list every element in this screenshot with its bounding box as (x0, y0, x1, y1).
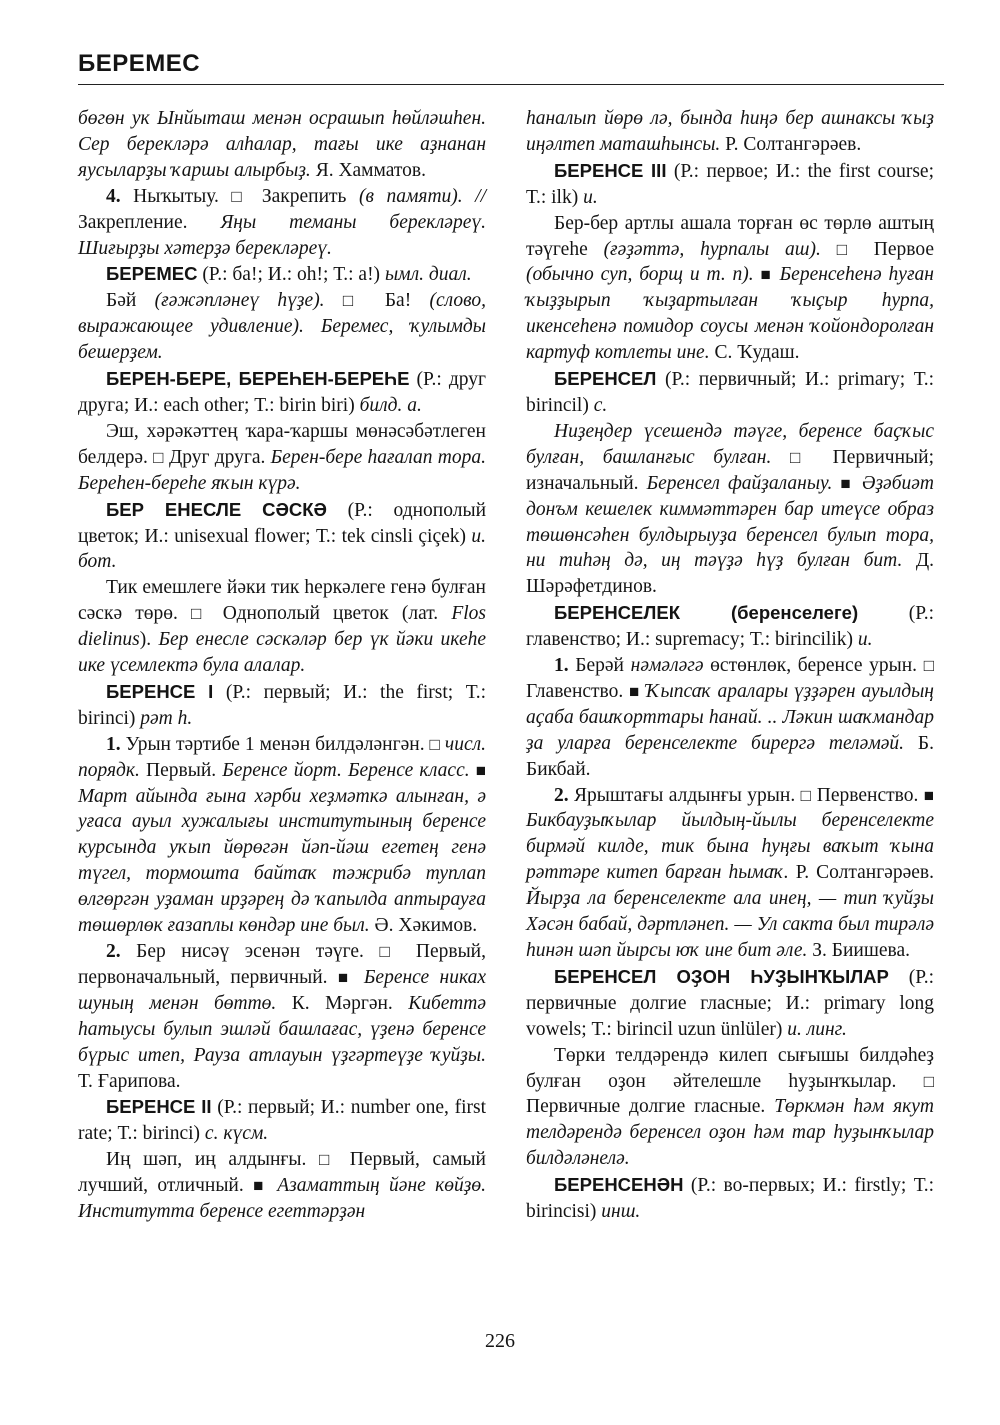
entry-beremes: БЕРЕМЕС (Р.: ба!; И.: oh!; Т.: a!) ымл. диал. (106, 263, 472, 286)
entry-beren-bere: БЕРЕН-БЕРЕ, БЕРЕҺЕН-БЕРЕҺЕ (Р.: друг друга; И.: each other; Т.: birin biri) билд. а. (78, 368, 486, 416)
entry-berenselek-sense-2: 2. Ярыштағы алдынғы урын. □ Первенство. ■ Бикбауҙыҡылар йылдың-йылы беренселекте бирмәй килде, тик бына һуңғы ваҡыт ҡына рәттәре китеп барған һымаҡ. Р. Солтангәрәев. Йырҙа ла беренселекте ала инең, — тип ҡуйҙы Хәсән бабай, дәртләнеп. — Ул сакта был тирәлә һинән шәп йырсы юҡ ине бит әле. З. Биишева. (526, 784, 935, 961)
headword: БЕРЕН-БЕРЕ, БЕРЕҺЕН-БЕРЕҺЕ (106, 368, 410, 390)
headword: БЕРЕНСЕЛ (554, 368, 657, 390)
entry-ber-enesle-seske-def: Тик емешлеге йәки тик һеркәлеге генә булған сәскә төрө. □ Однополый цветок (лат. Flos dielinus). Бер енесле сәскәләр бер үк йәки икеһе ике үсемлектә була алалар. (78, 577, 487, 677)
entry-berensel: БЕРЕНСЕЛ (Р.: первичный; И.: primary; Т.: birincil) с. (526, 368, 934, 416)
entry-berensenen: БЕРЕНСЕНӘН (Р.: во-первых; И.: firstly; Т.: birincisi) инш. (526, 1174, 934, 1223)
headword: БЕРЕНСЕНӘН (554, 1174, 684, 1196)
left-column (78, 106, 486, 1225)
entry-berensel-ozon-def: Төрки телдәрендә килеп сығышы билдәһеҙ булған оҙон әйтелешле һуҙынҡылар. □ Первичные долгие гласные. Төркмән һәм якут телдәрендә беренсел оҙон һәм тар һуҙынҡылар билдәләнелә. (526, 1044, 935, 1170)
headword: БЕРЕНСЕ I (106, 680, 214, 702)
entry-berense-1-sense-2: 2. Бер нисәү эсенән тәүге. □ Первый, первоначальный, первичный. ■ Беренсе никах шуның менән бөттө. К. Мәргән. Кибеттә һатыусы булып эшләй башлағас, үҙенә беренсе бүрыс итеп, Рауза атлауын үҙгәртеүҙе ҡуйҙы. Т. Ғарипова. (78, 941, 486, 1092)
entry-berenselek: БЕРЕНСЕЛЕК (беренселеге) (Р.: главенство; И.: supremacy; Т.: birincilik) и. (526, 602, 934, 651)
entry-continuation: бөгөн ук Ынйыташ менән осрашып һөйләшһен. Сер берекләрә алһалар, тағы ике аҙнанан яусыларҙы ҡаршы алырбыҙ. Я. Хамматов. (78, 108, 486, 181)
entry-berense-2-def: Иң шәп, иң алдынғы. □ Первый, самый лучший, отличный. ■ Азаматтың йәне көйҙө. Институтта беренсе егеттәрҙән (78, 1149, 486, 1223)
entry-berenselek-sense-1: 1. Берәй нәмәләгә өстөнлөк, беренсе урын. □ Главенство. ■ Ҡыпсаҡ аралары үҙҙәрен ауылдың аҫаба башҡорттары һанай. .. Ләкин шаҡмандар ҙа уларға беренселекте бирергә теләмәй. Б. Бикбай. (526, 655, 935, 780)
entry-beren-bere-def: Эш, хәрәкәттең ҡара-ҡаршы мөнәсәбәтлеген белдерә. □ Друг друга. Берен-бере һағалап тора. Береһен-береһе яҡын күрә. (78, 420, 486, 494)
entry-berense-2: БЕРЕНСЕ II (Р.: первый; И.: number one, first rate; Т.: birinci) с. күсм. (78, 1096, 486, 1145)
entry-ber-enesle-seske: БЕР ЕНЕСЛЕ СӘСКӘ (Р.: однополый цветок; И.: unisexual flower; Т.: tek cinsli çiçek) и. бот. (78, 498, 487, 573)
entry-berensel-ozon: БЕРЕНСЕЛ ОҘОН ҺУҘЫНҠЫЛАР (Р.: первичные долгие гласные; И.: primary long vowels; Т.: birincil uzun ünlüler) и. линг. (526, 965, 934, 1040)
entry-berense-3-def: Бер-бер артлы ашала торған өс төрлө аштың тәүгеһе (ғәҙәттә, һурпалы аш). □ Первое (обычно суп, борщ и т. п). ■ Беренсеһенә һуған ҡыҙҙырып ҡыҙартылған ҡыҫыр һурпа, икенсеһенә помидор соусы менән ҡойондоролған картуф котлеты ине. С. Ҡудаш. (526, 212, 934, 364)
entry-berense-1: БЕРЕНСЕ I (Р.: первый; И.: the first; Т.: birinci) рәт һ. (78, 680, 487, 729)
sense-4: 4. Ныҡытыу. □ Закрепить (в памяти). // Закрепление. Яңы теманы берекләреү. Шиғырҙы хәтерҙә берекләреү. (78, 185, 486, 259)
page-number: 226 (485, 1330, 515, 1352)
entry-berense-1-sense-1: 1. Урын тәртибе 1 менән билдәләнгән. □ числ. порядк. Первый. Беренсе йорт. Беренсе класс. ■ Март айында ғына хәрби хеҙмәткә алынған, ә уғаса ауыл хужалығы институтының беренсе курсында уҡып йөрөгән йәп-йәш егетең генә түгел, тормошта байтаҡ тәжрибә туплап өлгөргән уҙаман ирҙәрең дә ҡапылда аптырауға төшөрлөк ғазаплы көндәр ине был. Ә. Хәкимов. (78, 733, 486, 937)
box-symbol: □ (231, 186, 250, 206)
headword: БЕР ЕНЕСЛЕ СӘСКӘ (106, 498, 327, 520)
entry-berensel-def: Ниҙеңдер үсешендә тәүге, беренсе баҫҡыс булған, башланғыс булған. □ Первичный; изначальный. Беренсел файҙаланыу. ■ Әҙәбиәт донъм кешелек киммәттәрен бар итеүсе образ төшөнсәһен булдырыуҙа беренсел булып тора, ни тиһәң дә, иң тәүҙә һүҙ булған бит. Д. Шәрәфетдинов. (526, 420, 934, 598)
entry-berense-3: БЕРЕНСЕ III (Р.: первое; И.: the first course; Т.: ilk) и. (526, 159, 934, 208)
entry-beremes-def: Бәй (ғәжәпләнеү һүҙе). □ Ба! (слово, выражающее удивление). Беремес, ҡулымды бешерҙем. (78, 290, 486, 364)
entry-continuation-right: һаналып йөрө лә, бында һиңә бер ашнаксы ҡыҙ иңәлтеп маташһынсы. Р. Солтангәрәев. (526, 108, 934, 155)
right-column (526, 106, 934, 1225)
headword: БЕРЕНСЕ II (106, 1096, 212, 1118)
header-rule (78, 84, 944, 85)
square-symbol: ■ (475, 760, 486, 780)
headword: БЕРЕНСЕЛЕК (беренселеге) (554, 602, 859, 624)
headword: БЕРЕНСЕЛ ОҘОН ҺУҘЫНҠЫЛАР (554, 965, 889, 987)
headword: БЕРЕМЕС (106, 263, 198, 285)
running-head: БЕРЕМЕС (78, 50, 201, 77)
headword: БЕРЕНСЕ III (554, 159, 667, 181)
